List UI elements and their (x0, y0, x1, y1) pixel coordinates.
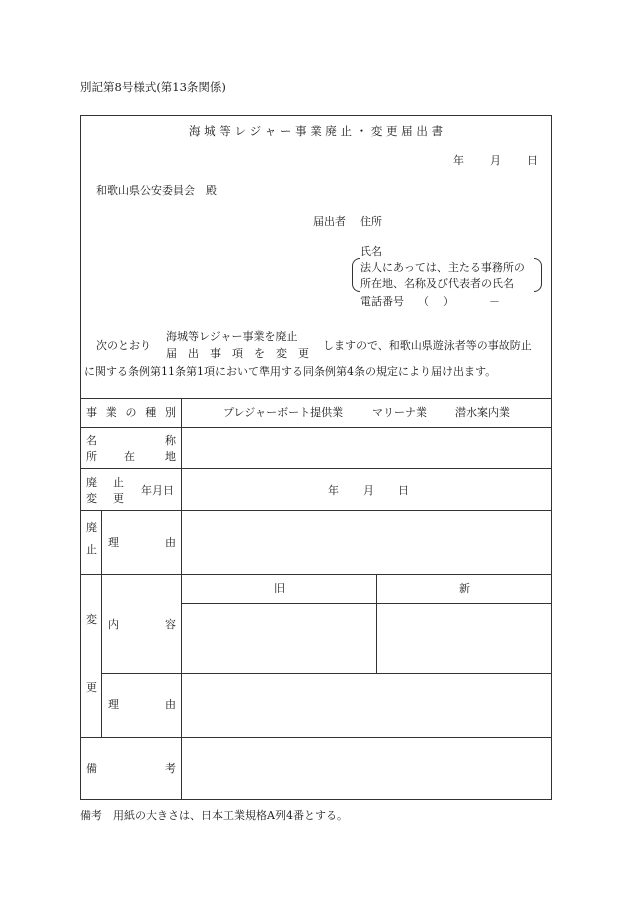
phone-label: 電話番号 (360, 295, 404, 308)
body-option-abolish: 海城等レジャー事業を廃止 (166, 330, 298, 343)
date-label-abolish-2: 止 (113, 476, 124, 489)
change-reason-label-left: 理 (108, 698, 119, 711)
corp-note-bracket-left (352, 258, 360, 292)
row-divider-2 (80, 468, 552, 469)
body-line1-rest: しますので、和歌山県遊泳者等の事故防止 (323, 339, 532, 352)
row-divider-old-new (181, 603, 552, 604)
phone-dash: － (489, 295, 500, 308)
row-divider-4 (80, 574, 552, 575)
abolish-reason-label-left: 理 (108, 536, 119, 549)
date-value-year: 年 (328, 484, 339, 497)
content-label-right: 容 (165, 618, 176, 631)
date-day: 日 (527, 154, 538, 167)
footnote: 備考 用紙の大きさは、日本工業規格A列4番とする。 (80, 809, 348, 822)
address-label-mid: 在 (124, 450, 135, 463)
name-label: 氏名 (360, 245, 382, 258)
date-year: 年 (453, 154, 464, 167)
business-type-pleasure-boat: プレジャーボート提供業 (223, 406, 344, 419)
row-divider-change-reason (101, 673, 552, 674)
abolish-reason-label-right: 由 (165, 536, 176, 549)
old-column-header: 旧 (274, 582, 285, 595)
date-value-month: 月 (363, 484, 374, 497)
date-value-day: 日 (398, 484, 409, 497)
applicant-label: 届出者 (313, 215, 346, 228)
name-label-left: 名 (86, 434, 97, 447)
body-intro: 次のとおり (96, 339, 151, 352)
corp-note-line-2: 所在地、名称及び代表者の氏名 (360, 277, 514, 290)
business-type-diving: 潜水案内業 (455, 406, 510, 419)
addressee: 和歌山県公安委員会 殿 (96, 184, 217, 197)
remarks-label-right: 考 (165, 762, 176, 775)
address-label-right: 地 (165, 450, 176, 463)
date-label-change-2: 更 (113, 492, 124, 505)
name-label-right: 称 (165, 434, 176, 447)
old-new-column-border (376, 574, 377, 673)
abolish-label-2: 止 (86, 543, 97, 556)
remarks-label-left: 備 (86, 762, 97, 775)
abolish-label-1: 廃 (86, 521, 97, 534)
content-label-left: 内 (108, 618, 119, 631)
row-divider-3 (80, 510, 552, 511)
address-label: 住所 (360, 215, 382, 228)
change-label-1: 変 (86, 613, 97, 626)
date-label-change-1: 変 (86, 492, 97, 505)
form-number: 別記第8号様式(第13条関係) (80, 80, 226, 94)
phone-paren-open: （ (418, 295, 429, 308)
new-column-header: 新 (459, 582, 470, 595)
corp-note-line-1: 法人にあっては、主たる事務所の (360, 261, 525, 274)
change-reason-label-right: 由 (165, 698, 176, 711)
date-label-ymd: 年月日 (141, 484, 174, 497)
row-divider-1 (80, 427, 552, 428)
body-line2: に関する条例第11条第1項において準用する同条例第4条の規定により届け出ます。 (84, 365, 497, 378)
corp-note-bracket-right (534, 258, 542, 292)
change-label-2: 更 (86, 681, 97, 694)
abolish-change-column-border (101, 510, 102, 737)
business-type-label: 事 業 の 種 別 (86, 406, 176, 419)
body-option-change: 届 出 事 項 を 変 更 (166, 347, 309, 360)
address-label-left: 所 (86, 450, 97, 463)
date-label-abolish-1: 廃 (86, 476, 97, 489)
label-column-border (181, 398, 182, 800)
row-divider-5 (80, 737, 552, 738)
form-title: 海 城 等 レ ジ ャ ー 事 業 廃 止 ・ 変 更 届 出 書 (189, 124, 443, 138)
business-type-marina: マリーナ業 (372, 406, 427, 419)
table-top-border (80, 398, 552, 399)
phone-paren-close: ） (443, 295, 454, 308)
date-month: 月 (490, 154, 501, 167)
